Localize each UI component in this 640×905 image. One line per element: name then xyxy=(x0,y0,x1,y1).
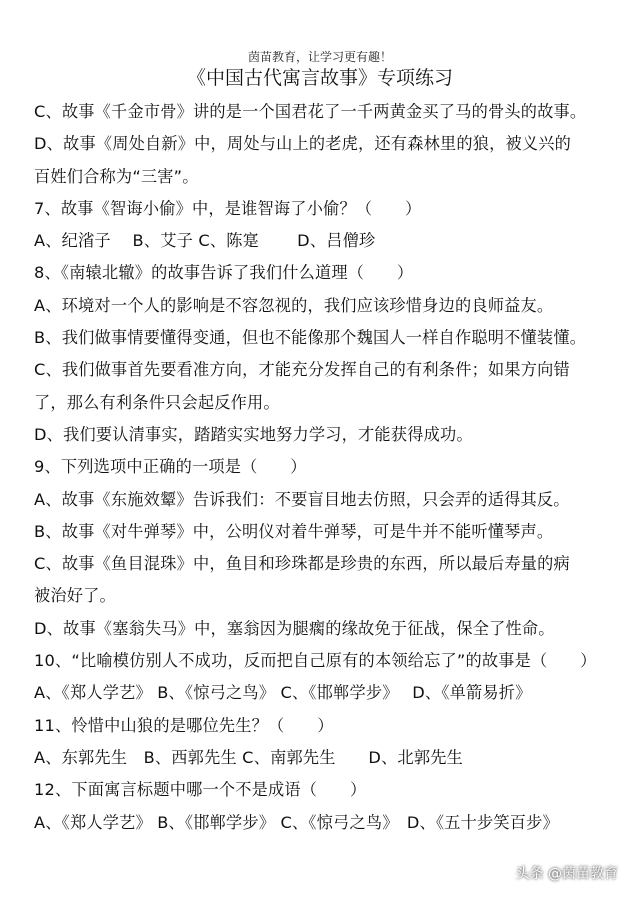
option-9c-cont: 被治好了。 xyxy=(34,586,116,606)
options-12: A、《郑人学艺》 B、《邯郸学步》 C、《惊弓之鸟》 D、《五十步笑百步》 xyxy=(34,812,559,832)
text-line: D、故事《周处自新》中，周处与山上的老虎，还有森林里的狼，被义兴的 xyxy=(34,134,572,154)
option-9d: D、故事《塞翁失马》中，塞翁因为腿瘸的缘故免于征战，保全了性命。 xyxy=(34,618,555,638)
options-11: A、东郭先生 B、西郭先生 C、南郭先生 D、北郭先生 xyxy=(34,747,464,767)
header-slogan: 茵苗教育，让学习更有趣！ xyxy=(247,50,392,64)
question-content xyxy=(34,96,624,839)
option-9a: A、故事《东施效颦》告诉我们：不要盲目地去仿照，只会弄的适得其反。 xyxy=(34,489,570,509)
option-8d: D、我们要认清事实，踏踏实实地努力学习，才能获得成功。 xyxy=(34,424,473,444)
watermark: 头条 @茵苗教育 xyxy=(515,866,618,882)
page-title: 《中国古代寓言故事》专项练习 xyxy=(186,67,453,89)
question-9: 9、下列选项中正确的一项是（ ） xyxy=(34,457,307,477)
question-8: 8、《南辕北辙》的故事告诉了我们什么道理（ ） xyxy=(34,263,414,283)
text-line: C、故事《千金市骨》讲的是一个国君花了一千两黄金买了马的骨头的故事。 xyxy=(34,102,587,121)
option-9b: B、故事《对牛弹琴》中，公明仪对着牛弹琴，可是牛并不能听懂琴声。 xyxy=(34,521,554,541)
options-7: A、纪渻子 B、艾子 C、陈寔 D、吕僧珍 xyxy=(34,231,376,251)
question-12: 12、下面寓言标题中哪一个不是成语（ ） xyxy=(34,780,367,800)
question-10: 10、“比喻模仿别人不成功，反而把自己原有的本领给忘了”的故事是（ ） xyxy=(34,651,597,671)
question-7: 7、故事《智诲小偷》中，是谁智诲了小偷？（ ） xyxy=(34,198,422,218)
option-8c: C、我们做事首先要看准方向，才能充分发挥自己的有利条件；如果方向错 xyxy=(34,360,570,380)
option-8b: B、我们做事情要懂得变通，但也不能像那个魏国人一样自作聪明不懂装懂。 xyxy=(34,328,587,348)
option-9c: C、故事《鱼目混珠》中，鱼目和珍珠都是珍贵的东西，所以最后寿量的病 xyxy=(34,554,570,574)
question-11: 11、怜惜中山狼的是哪位先生？（ ） xyxy=(34,715,334,735)
text-line: 百姓们合称为“三害”。 xyxy=(34,166,199,186)
option-8a: A、环境对一个人的影响是不容忽视的，我们应该珍惜身边的良师益友。 xyxy=(34,295,554,315)
options-10: A、《郑人学艺》 B、《惊弓之鸟》 C、《邯郸学步》 D、《单箭易折》 xyxy=(34,683,532,703)
option-8c-cont: 了，那么有利条件只会起反作用。 xyxy=(34,392,280,412)
